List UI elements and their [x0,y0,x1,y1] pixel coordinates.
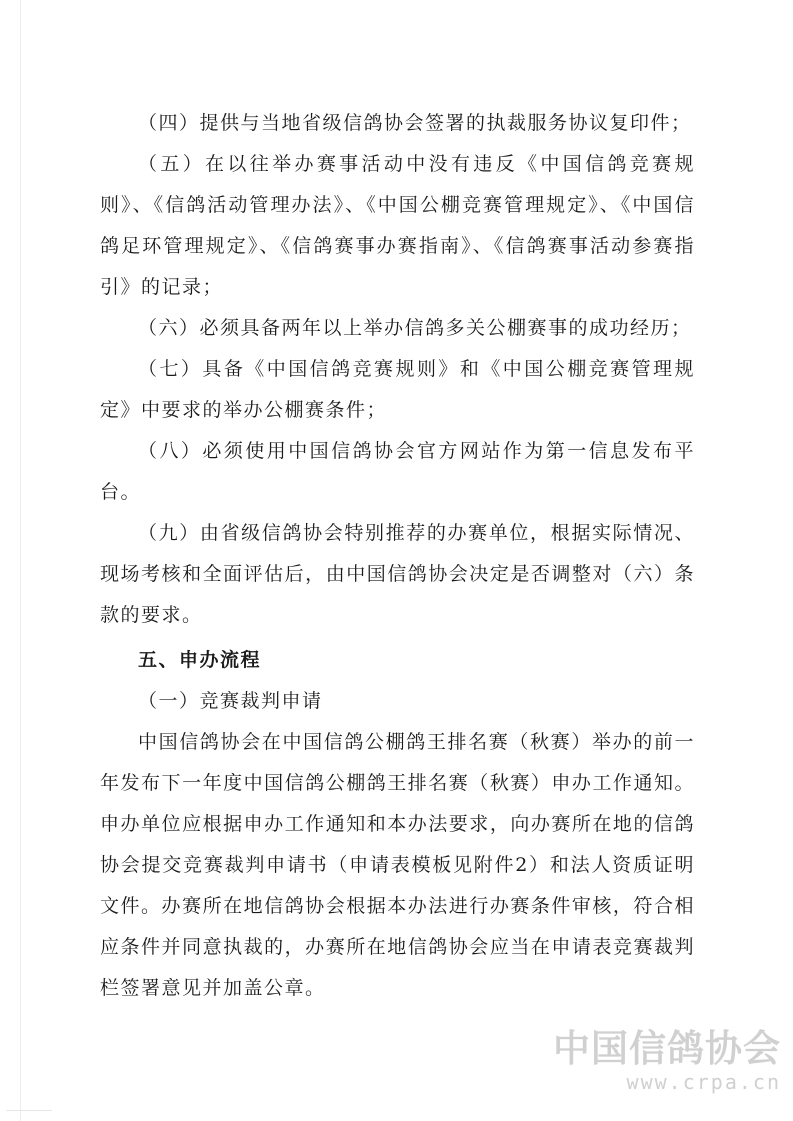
clause-9: （九）由省级信鸽协会特别推荐的办赛单位，根据实际情况、现场考核和全面评估后，由中国信鸽协会决定是否调整对（六）条款的要求。 [100,522,695,626]
clause-5: （五）在以往举办赛事活动中没有违反《中国信鸽竞赛规则》、《信鸽活动管理办法》、《中国公棚竞赛管理规定》、《中国信鸽足环管理规定》、《信鸽赛事办赛指南》、《信鸽赛事活动参赛指引》的记录； [100,153,695,298]
page-edge-line [20,0,21,1121]
section-heading: 五、申办流程 [138,649,262,671]
subheading: （一）竞赛裁判申请 [138,690,323,712]
watermark-url: www.crpa.cn [626,1070,781,1094]
clause-7: （七）具备《中国信鸽竞赛规则》和《中国公棚竞赛管理规定》中要求的举办公棚赛条件； [100,358,695,421]
watermark-title: 中国信鸽协会 [553,1027,781,1070]
corner-mark [6,1110,52,1111]
body-paragraph: 中国信鸽协会在中国信鸽公棚鸽王排名赛（秋赛）举办的前一年发布下一年度中国信鸽公棚鸽王排名赛（秋赛）申办工作通知。申办单位应根据申办工作通知和本办法要求，向办赛所在地的信鸽协会提交竞赛裁判申请书（申请表模板见附件2）和法人资质证明文件。办赛所在地信鸽协会根据本办法进行办赛条件审核，符合相应条件并同意执裁的，办赛所在地信鸽协会应当在申请表竞赛裁判栏签署意见并加盖公章。 [100,731,695,999]
clause-8: （八）必须使用中国信鸽协会官方网站作为第一信息发布平台。 [100,440,695,503]
clause-4: （四）提供与当地省级信鸽协会签署的执裁服务协议复印件； [138,112,692,134]
document-body [100,103,695,1009]
watermark [553,1027,781,1093]
clause-6: （六）必须具备两年以上举办信鸽多关公棚赛事的成功经历； [138,317,692,339]
